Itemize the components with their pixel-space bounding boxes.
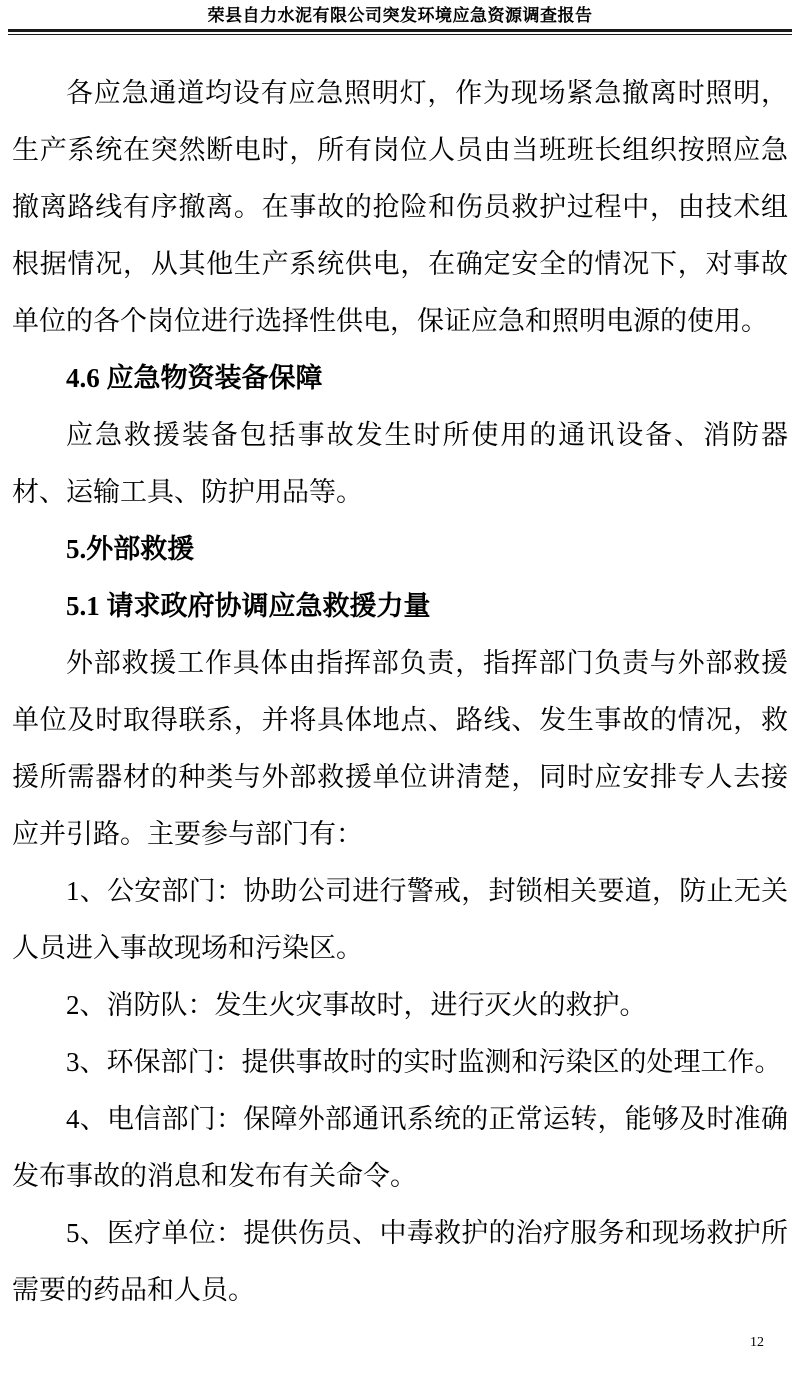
- paragraph: 4、电信部门：保障外部通讯系统的正常运转，能够及时准确发布事故的消息和发布有关命令。: [12, 1104, 788, 1191]
- paragraph: 外部救援工作具体由指挥部负责，指挥部门负责与外部救援单位及时取得联系，并将具体地点、路线、发生事故的情况，救援所需器材的种类与外部救援单位讲清楚，同时应安排专人去接应并引路。主要参与部门有：: [12, 648, 788, 849]
- paragraph: 5、医疗单位：提供伤员、中毒救护的治疗服务和现场救护所需要的药品和人员。: [12, 1218, 788, 1305]
- section-heading: 4.6 应急物资装备保障: [66, 363, 323, 393]
- page-header: [0, 0, 800, 35]
- page-number: 12: [750, 1335, 764, 1350]
- paragraph: 应急救援装备包括事故发生时所使用的通讯设备、消防器材、运输工具、防护用品等。: [12, 420, 788, 507]
- section-heading: 5.外部救援: [66, 534, 195, 564]
- paragraph: 2、消防队：发生火灾事故时，进行灭火的救护。: [66, 990, 647, 1020]
- page-footer: [750, 1334, 764, 1352]
- section-heading: 5.1 请求政府协调应急救援力量: [66, 591, 431, 621]
- paragraph: 1、公安部门：协助公司进行警戒，封锁相关要道，防止无关人员进入事故现场和污染区。: [12, 876, 788, 963]
- header-title: 荣县自力水泥有限公司突发环境应急资源调查报告: [207, 6, 593, 25]
- document-body: [0, 35, 800, 1319]
- paragraph: 3、环保部门：提供事故时的实时监测和污染区的处理工作。: [66, 1047, 782, 1077]
- paragraph: 各应急通道均设有应急照明灯，作为现场紧急撤离时照明，生产系统在突然断电时，所有岗位人员由当班班长组织按照应急撤离路线有序撤离。在事故的抢险和伤员救护过程中，由技术组根据情况，从其他生产系统供电，在确定安全的情况下，对事故单位的各个岗位进行选择性供电，保证应急和照明电源的使用。: [12, 78, 788, 336]
